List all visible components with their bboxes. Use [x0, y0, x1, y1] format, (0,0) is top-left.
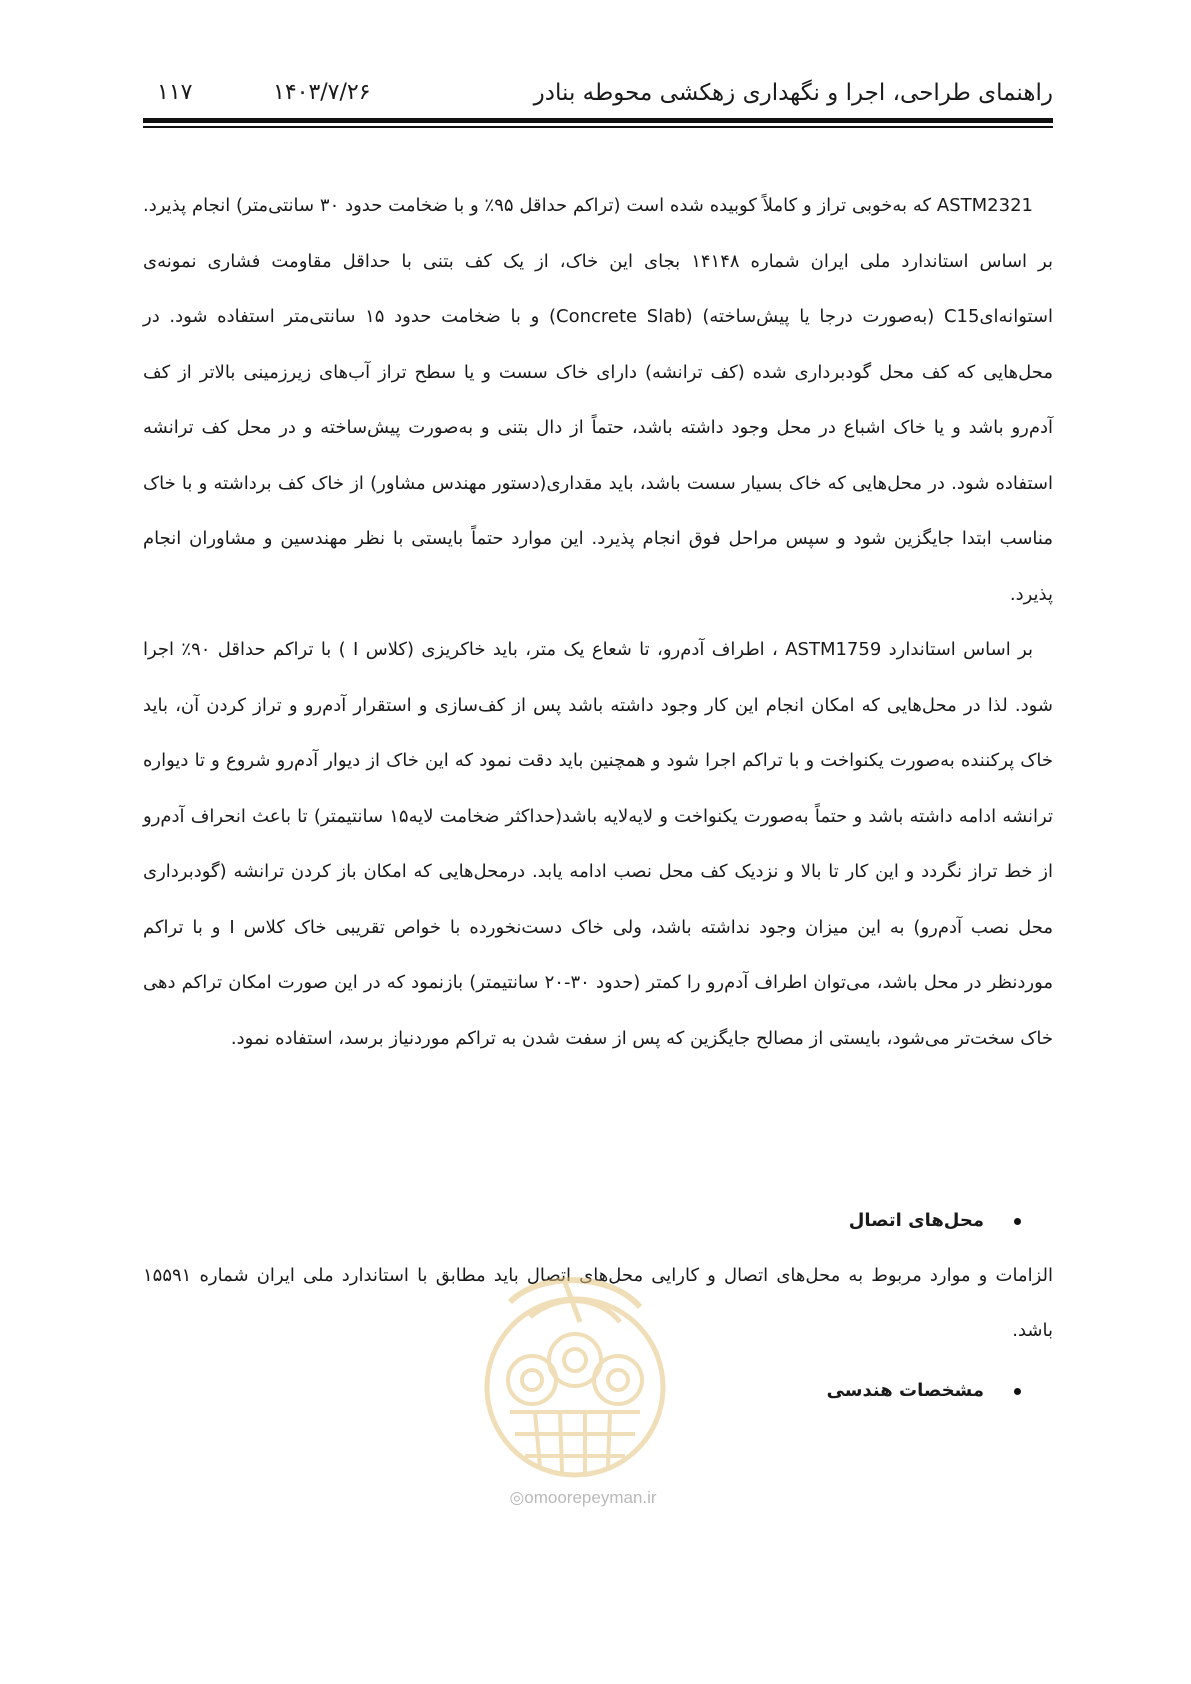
p1-text-c: و با ضخامت حدود ۱۵ سانتی‌متر استفاده شود. در محل‌هایی که کف محل گودبرداری شده (کف ترانشه) دارای خاک سست و یا سطح تراز آب‌های زیرزمینی بالاتر از کف آدم‌رو باشد و یا خاک اشباع در محل وجود داشته باشد، حتماً از دال بتنی و به‌صورت پیش‌ساخته و در محل کف ترانشه استفاده شود. در محل‌هایی که خاک بسیار سست باشد، باید مقداری(دستور مهندس مشاور) از خاک کف برداشته و با خاک مناسب ابتدا جایگزین شود و سپس مراحل فوق انجام پذیرد. این موارد حتماً بایستی با نظر مهندسین و مشاوران انجام پذیرد. — [143, 306, 1053, 605]
p1-text-a: که به‌خوبی تراز و کاملاً کوبیده شده است (تراکم حداقل ۹۵٪ و با ضخامت حدود ۳۰ سانتی‌متر) انجام پذیرد. بر اساس استاندارد ملی ایران شماره ۱۴۱۴۸ بجای این خاک، از یک کف بتنی با حداقل مقاومت فشاری نمونه‌ی استوانه‌ای — [143, 195, 1054, 327]
globe-icon: ◎ — [509, 1488, 525, 1507]
header-date: ۱۴۰۳/۷/۲۶ — [273, 80, 371, 105]
page-number: ۱۱۷ — [157, 80, 193, 105]
page-header — [143, 78, 1053, 118]
header-title: راهنمای طراحی، اجرا و نگهداری زهکشی محوطه بنادر — [533, 80, 1053, 106]
p2-astm-ref: ASTM1759 — [785, 639, 882, 660]
header-rule-thick — [143, 118, 1053, 123]
paragraph-2 — [143, 622, 1053, 1066]
p2-text-a: بر اساس استاندارد — [881, 639, 1034, 660]
header-rule-thin — [143, 126, 1053, 128]
p2-text-b: ، اطراف آدم‌رو، تا شعاع یک متر، باید خاکریزی (کلاس I ) با تراکم حداقل ۹۰٪ اجرا شود. لذا در محل‌هایی که امکان انجام این کار وجود داشته باشد پس از کف‌سازی و استقرار آدم‌رو و تراز کردن آن، باید خاک پرکننده به‌صورت یکنواخت و با تراکم اجرا شود و همچنین باید دقت نمود که این خاک از دیوار آدم‌رو شروع و تا دیواره ترانشه ادامه داشته باشد و حتماً به‌صورت یکنواخت و لایه‌لایه باشد(حداکثر ضخامت لایه۱۵ سانتیمتر) تا باعث انحراف آدم‌رو از خط تراز نگردد و این کار تا بالا و نزدیک کف محل نصب ادامه یابد. درمحل‌هایی که امکان باز کردن ترانشه (گودبرداری محل نصب آدم‌رو) به این میزان وجود نداشته باشد، ولی خاک دست‌نخورده با خواص تقریبی خاک کلاس I و با تراکم موردنظر در محل باشد، می‌توان اطراف آدم‌رو را کمتر (حدود ۳۰-۲۰ سانتیمتر) بازنمود که در این صورت امکان تراکم دهی خاک سخت‌تر می‌شود، بایستی از مصالح جایگزین که پس از سفت شدن به تراکم موردنیاز برسد، استفاده نمود. — [143, 639, 1054, 1049]
p1-concrete-class: C15 — [943, 306, 980, 327]
heading-connections: محل‌های اتصال — [848, 1210, 984, 1231]
p1-concrete-slab: (Concrete Slab) — [548, 306, 693, 327]
paragraph-connections: الزامات و موارد مربوط به محل‌های اتصال و کارایی محل‌های اتصال باید مطابق با استاندارد ملی ایران شماره ۱۵۵۹۱ باشد. — [143, 1265, 1053, 1341]
bullet-heading-geometry — [827, 1376, 1053, 1406]
bullet-heading-connections — [849, 1206, 1053, 1236]
p1-text-b: (به‌صورت درجا یا پیش‌ساخته) — [692, 306, 944, 327]
bullet-icon — [1014, 1218, 1021, 1225]
watermark-url — [463, 1488, 703, 1508]
bullet-icon — [1014, 1388, 1021, 1395]
heading-geometry: مشخصات هندسی — [826, 1380, 984, 1401]
p1-astm-ref: ASTM2321 — [936, 195, 1033, 216]
watermark-url-text: omoorepeyman.ir — [524, 1488, 657, 1507]
body-text — [143, 178, 1053, 1066]
paragraph-1 — [143, 178, 1053, 622]
